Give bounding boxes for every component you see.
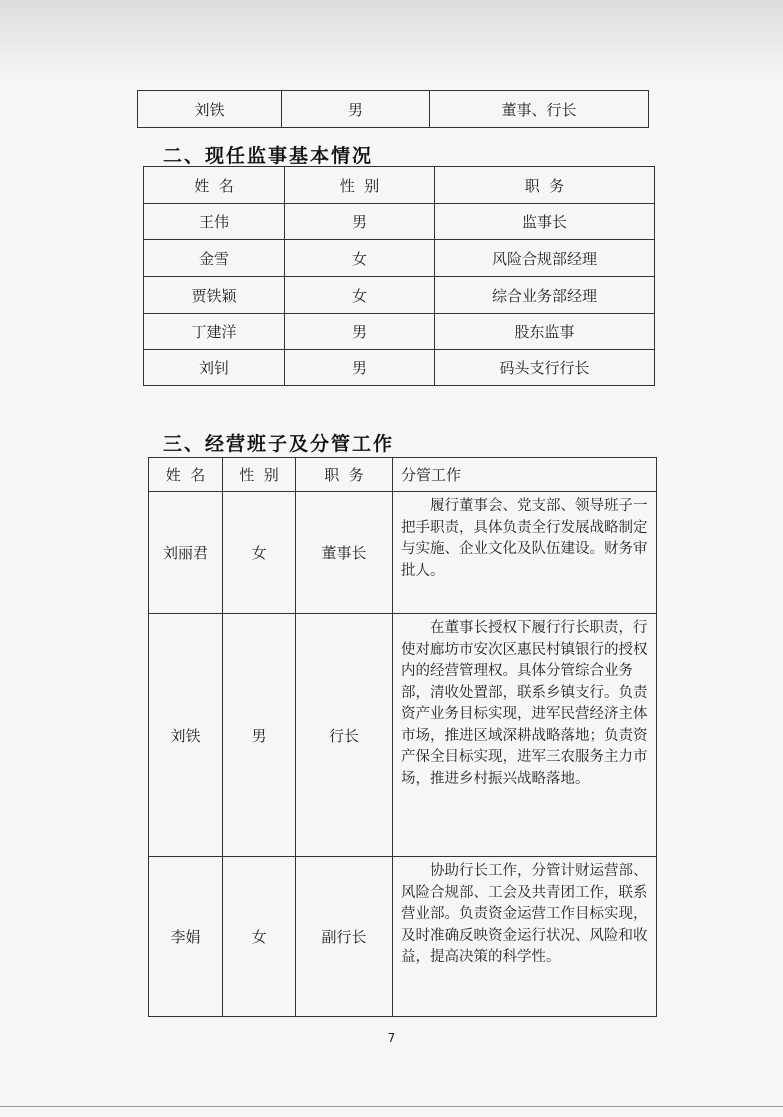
cell-name: 刘铁 [138,91,282,128]
table-row [149,614,657,857]
cell-position: 监事长 [435,204,655,240]
cell-duties: 协助行长工作，分管计财运营部、风险合规部、工会及共青团工作，联系营业部。负责资金运营工作目标实现，及时准确反映资金运行状况、风险和收益，提高决策的科学性。 [393,857,657,1017]
table-row [144,204,655,240]
table-row [144,277,655,314]
cell-name: 刘铁 [149,614,223,857]
table-header-row [149,458,657,492]
section-heading-management: 三、经营班子及分管工作 [163,433,395,455]
cell-name: 刘丽君 [149,492,223,614]
table-header-row [144,167,655,204]
cell-gender: 女 [285,240,435,277]
cell-gender: 男 [282,91,430,128]
cell-gender: 女 [223,492,296,614]
cell-gender: 女 [285,277,435,314]
supervisors-table [143,166,655,386]
cell-name: 刘钊 [144,350,285,386]
header-position: 职 务 [435,167,655,204]
cell-name: 金雪 [144,240,285,277]
cell-gender: 男 [285,350,435,386]
cell-position: 码头支行行长 [435,350,655,386]
cell-gender: 男 [223,614,296,857]
header-gender: 性 别 [223,458,296,492]
header-duties: 分管工作 [393,458,657,492]
cell-position: 股东监事 [435,314,655,350]
cell-position: 副行长 [296,857,393,1017]
header-gender: 性 别 [285,167,435,204]
header-position: 职 务 [296,458,393,492]
cell-position: 风险合规部经理 [435,240,655,277]
header-name: 姓 名 [144,167,285,204]
cell-position: 董事长 [296,492,393,614]
cell-name: 李娟 [149,857,223,1017]
cell-gender: 女 [223,857,296,1017]
section-heading-supervisors: 二、现任监事基本情况 [163,145,374,167]
table-row [149,857,657,1017]
page-number: 7 [387,1031,396,1045]
table-row [149,492,657,614]
board-table [137,90,649,128]
cell-name: 王伟 [144,204,285,240]
table-row [144,314,655,350]
cell-name: 贾铁颖 [144,277,285,314]
table-row [144,240,655,277]
cell-position: 董事、行长 [430,91,649,128]
cell-duties: 履行董事会、党支部、领导班子一把手职责，具体负责全行发展战略制定与实施、企业文化及队伍建设。财务审批人。 [393,492,657,614]
management-table [148,457,657,1017]
cell-name: 丁建洋 [144,314,285,350]
cell-gender: 男 [285,314,435,350]
divider [0,1106,783,1107]
cell-duties: 在董事长授权下履行行长职责，行使对廊坊市安次区惠民村镇银行的授权内的经营管理权。具体分管综合业务部，清收处置部，联系乡镇支行。负责资产业务目标实现，进军民营经济主体市场，推进区域深耕战略落地；负责资产保全目标实现，进军三农服务主力市场，推进乡村振兴战略落地。 [393,614,657,857]
header-name: 姓 名 [149,458,223,492]
table-row [138,91,649,128]
scan-shadow [0,0,783,80]
table-row [144,350,655,386]
cell-position: 综合业务部经理 [435,277,655,314]
cell-gender: 男 [285,204,435,240]
cell-position: 行长 [296,614,393,857]
